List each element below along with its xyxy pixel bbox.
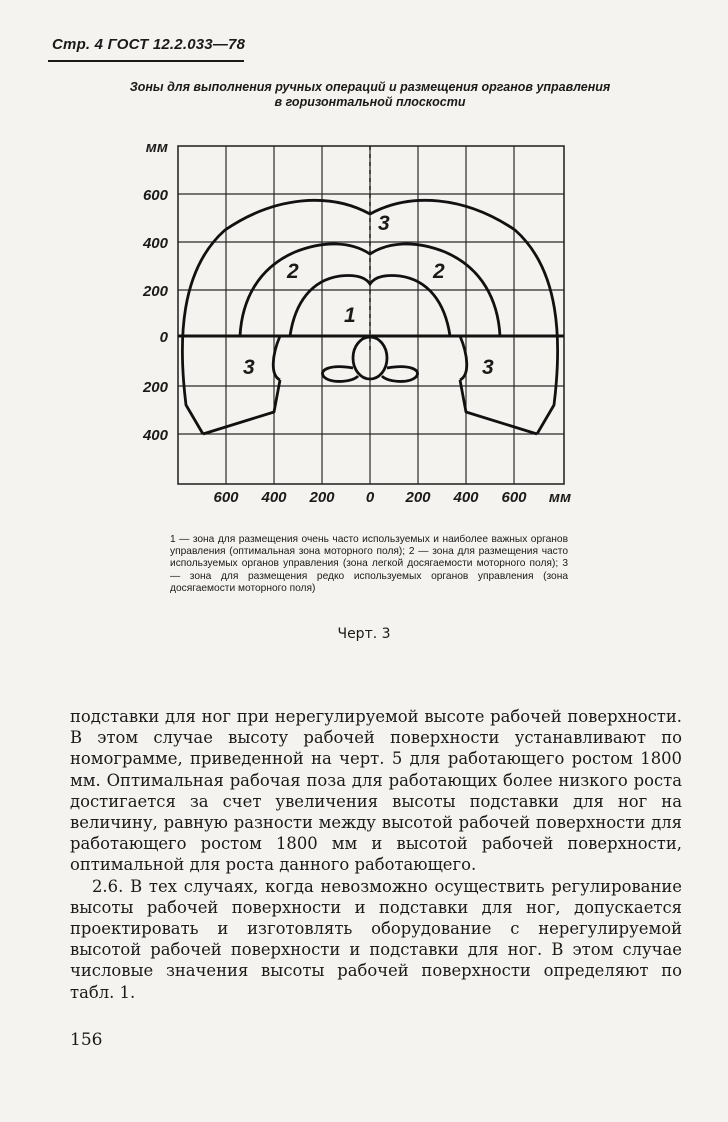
x-tick-label: 400 bbox=[261, 489, 287, 506]
paragraph: подставки для ног при нерегулируемой высоте рабочей поверхности. В этом случае высоту рабочей поверхности устанавливают по номограмме, приведенной на черт. 5 для работающего ростом 1800 мм. Оптимальная рабочая поза для работающих более низкого роста достигается за счет увеличения высоты подставки для ног на величину, равную разности между высотой рабочей поверхности для работающего ростом 1800 мм и высотой рабочей поверхности, оптимальной для роста данного работающего. bbox=[70, 707, 682, 875]
x-tick-label: 200 bbox=[309, 489, 335, 506]
zone-3-lower-left bbox=[203, 380, 280, 434]
zones-diagram bbox=[0, 0, 728, 530]
body-text bbox=[70, 706, 682, 1003]
y-tick-label: 200 bbox=[142, 283, 168, 300]
zone-label-2-right: 2 bbox=[433, 260, 445, 283]
x-tick-label: 400 bbox=[453, 489, 479, 506]
x-tick-label: 200 bbox=[405, 489, 431, 506]
y-tick-label: 400 bbox=[142, 427, 168, 444]
figure-title-line1: Зоны для выполнения ручных операций и размещения органов управления bbox=[129, 80, 611, 94]
zone-label-3-top: 3 bbox=[378, 212, 390, 235]
page-number: 156 bbox=[70, 1030, 103, 1050]
y-tick-label: 600 bbox=[142, 187, 168, 204]
figure-title-line2: в горизонтальной плоскости bbox=[274, 95, 466, 109]
y-tick-label: 200 bbox=[142, 379, 168, 396]
x-axis-unit: мм bbox=[548, 489, 572, 506]
zone-label-3-right: 3 bbox=[482, 356, 494, 379]
paragraph: 2.6. В тех случаях, когда невозможно осуществить регулирование высоты рабочей поверхности и подставки для ног, допускается проектировать и изготовлять оборудование с нерегулируемой высотой рабочей поверхности и подставки для ног. В этом случае числовые значения высоты рабочей поверхности определяют по табл. 1. bbox=[70, 876, 682, 1002]
y-axis-unit: мм bbox=[145, 139, 168, 156]
figure-legend: 1 — зона для размещения очень часто используемых и наиболее важных органов управления (оптимальная зона моторного поля); 2 — зона для размещения часто используемых органов управления (зона легкой досягаемости моторного поля); 3 — зона для размещения редко используемых органов управления (зона досягаемости моторного поля) bbox=[170, 534, 568, 594]
x-tick-label: 600 bbox=[213, 489, 239, 506]
zone-label-2-left: 2 bbox=[287, 260, 299, 283]
zone-label-3-left: 3 bbox=[243, 356, 255, 379]
zone-label-1: 1 bbox=[344, 304, 356, 327]
y-tick-label: 400 bbox=[142, 235, 168, 252]
y-tick-label: 0 bbox=[159, 329, 168, 346]
page-header: Стр. 4 ГОСТ 12.2.033—78 bbox=[52, 36, 246, 53]
x-tick-label: 0 bbox=[365, 489, 375, 506]
x-tick-label: 600 bbox=[501, 489, 527, 506]
figure-caption: Черт. 3 bbox=[337, 626, 391, 642]
zone-3-lower-right bbox=[460, 380, 537, 434]
chart-grid bbox=[178, 146, 564, 484]
